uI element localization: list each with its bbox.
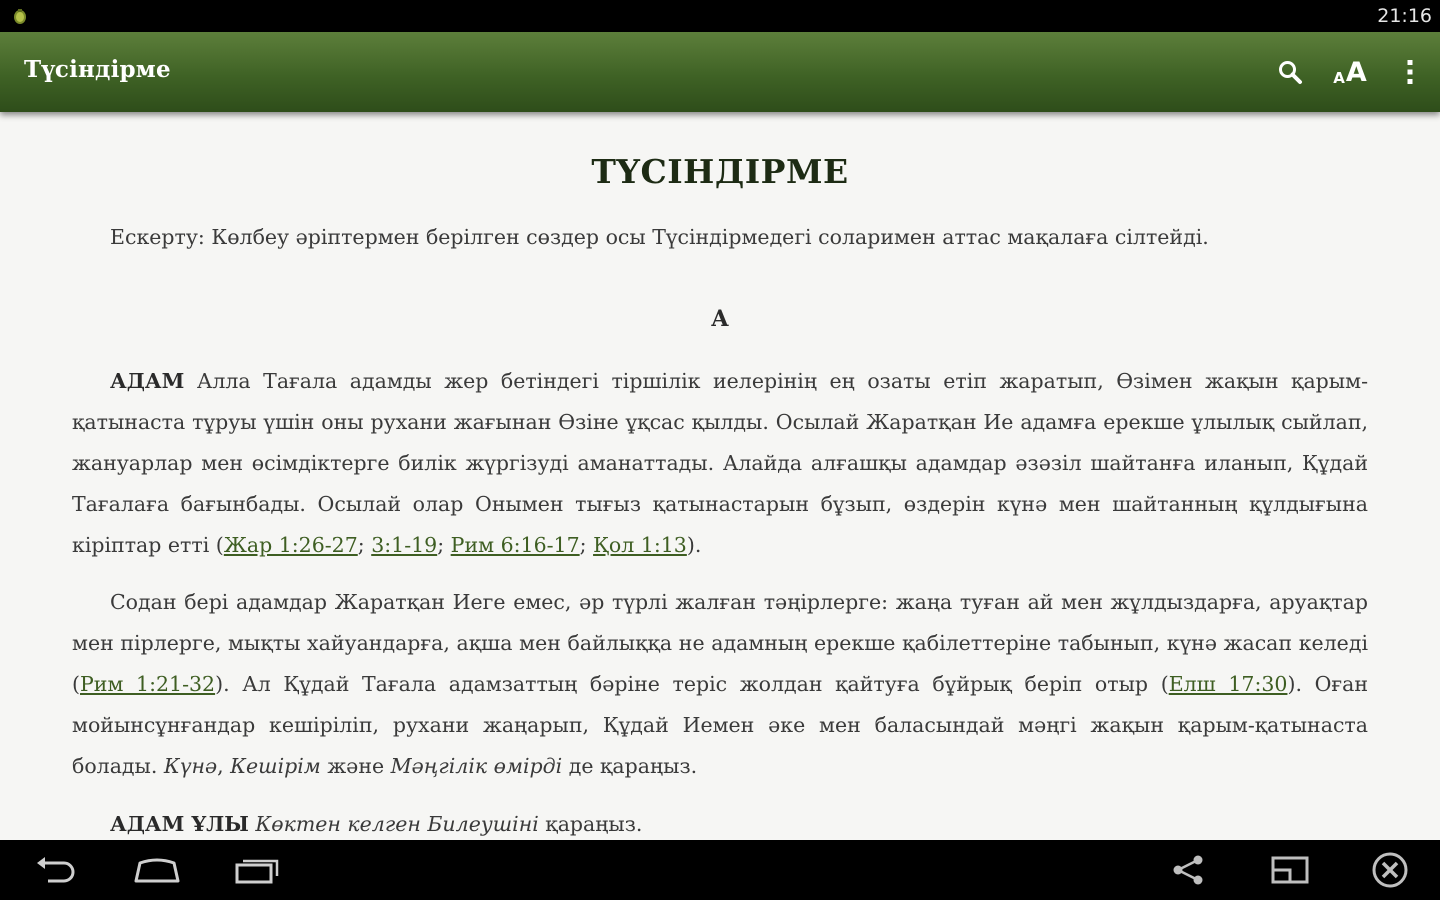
conjunction: және: [320, 754, 391, 778]
home-icon: [132, 855, 182, 885]
page-title: ТҮСІНДІРМЕ: [591, 152, 849, 191]
search-icon: [1277, 59, 1303, 85]
share-icon: [1171, 854, 1205, 886]
recents-icon: [234, 855, 282, 885]
close-icon: [1370, 850, 1410, 890]
note-text: Ескерту: Көлбеу әріптермен берілген сөздер осы Түсіндірмедегі соларимен аттас мақалаға сілтейді.: [110, 225, 1209, 249]
share-button[interactable]: [1152, 846, 1224, 894]
overflow-menu-button[interactable]: [1386, 48, 1434, 96]
font-size-icon: [1333, 56, 1367, 88]
entry-text: ). Ал Құдай Тағала адамзаттың бәріне теріс жолдан қайтуға бұйрық беріп отыр (: [215, 672, 1169, 696]
scripture-link[interactable]: 3:1-19: [371, 533, 438, 557]
scripture-link[interactable]: Рим 6:16-17: [450, 533, 580, 557]
entry-text-end: ).: [686, 533, 702, 557]
back-button[interactable]: [20, 846, 92, 894]
scripture-link[interactable]: Рим 1:21-32: [80, 672, 216, 696]
separator: ;: [579, 533, 594, 557]
cross-reference[interactable]: Кешірім: [230, 754, 321, 778]
entry-term: АДАМ ҰЛЫ: [110, 812, 249, 836]
cross-reference[interactable]: Көктен келген Билеушіні: [255, 812, 539, 836]
android-app-icon: [10, 6, 30, 26]
entry-adam: [72, 361, 1368, 566]
scripture-link[interactable]: Қол 1:13: [593, 533, 687, 557]
action-bar: [0, 32, 1440, 112]
entry-text-end: де қараңыз.: [562, 754, 698, 778]
section-letter: А: [711, 306, 729, 332]
entry-adam-continued: [72, 582, 1368, 787]
scripture-link[interactable]: Елш 17:30: [1168, 672, 1288, 696]
navigation-bar: [0, 840, 1440, 900]
entry-text: Алла Тағала адамды жер бетіндегі тіршілік иелерінің ең озаты етіп жаратып, Өзімен жақын қарым-қатынаста тұруы үшін оны рухани жағынан Өзіне ұқсас қылды. Осылай Жаратқан Ие адамға ерекше ұлылық сыйлап, жануарлар мен өсімдіктерге билік жүргізуді аманаттады. Алайда алғашқы адамдар әзәзіл шайтанға иланып, Құдай Тағалаға бағынбады. Осылай олар Онымен тығыз қатынастарын бұзып, өздерін күнә мен шайтанның құлдығына кіріптар етті (: [72, 369, 1368, 557]
status-bar: [0, 0, 1440, 32]
separator: ;: [437, 533, 451, 557]
font-icon-big: A: [1345, 56, 1367, 88]
close-button[interactable]: [1354, 846, 1426, 894]
back-icon: [34, 855, 78, 885]
search-button[interactable]: [1266, 48, 1314, 96]
overflow-menu-icon: [1406, 59, 1414, 85]
font-icon-small: A: [1333, 68, 1345, 87]
home-button[interactable]: [121, 846, 193, 894]
cross-reference[interactable]: Күнә: [163, 754, 218, 778]
glossary-content: [0, 112, 1440, 840]
status-clock: 21:16: [1377, 5, 1432, 27]
entry-text: ). Оған мойынсұнғандар кешіріліп, рухани жаңарып, Құдай Иемен әке мен баласындай мәңгі жақын қарым-қатынаста болады.: [72, 672, 1369, 778]
entry-term: АДАМ: [110, 369, 185, 393]
scripture-link[interactable]: Жар 1:26-27: [223, 533, 358, 557]
recents-button[interactable]: [222, 846, 294, 894]
font-size-button[interactable]: [1326, 48, 1374, 96]
entry-text: Содан бері адамдар Жаратқан Иеге емес, әр түрлі жалған тәңірлерге: жаңа туған ай мен жұлдыздарға, аруақтар мен пірлерге, мықты хайуандарға, ақша мен байлыққа не адамның ерекше қабілеттеріне табынып, күнә жасап келеді (: [72, 590, 1368, 696]
window-button[interactable]: [1254, 846, 1326, 894]
separator: ,: [217, 754, 231, 778]
cross-reference[interactable]: Мәңгілік өмірді: [390, 754, 563, 778]
entry-adam-uly: [72, 804, 1368, 840]
separator: ;: [357, 533, 372, 557]
entry-text-end: қараңыз.: [538, 812, 643, 836]
window-icon: [1270, 854, 1310, 886]
screen-title-spinner[interactable]: Түсіндірме: [24, 56, 171, 83]
